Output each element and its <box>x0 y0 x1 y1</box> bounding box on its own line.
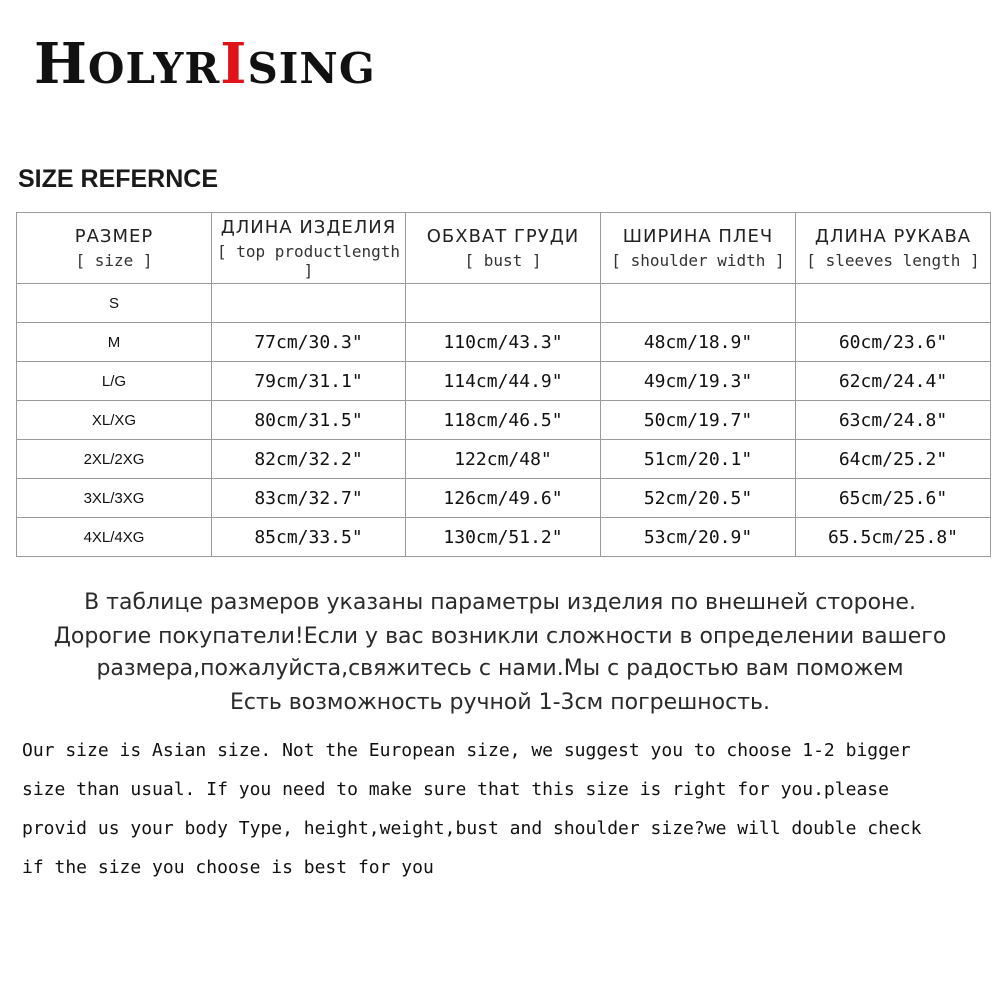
bust-cell: 110cm/43.3" <box>406 323 601 362</box>
shoulder-cell: 52cm/20.5" <box>601 479 796 518</box>
size-reference-title: SIZE REFERNCE <box>18 165 219 193</box>
table-row <box>17 323 991 362</box>
size-label-cell: 3XL/3XG <box>17 479 212 518</box>
russian-note-line: В таблице размеров указаны параметры изделия по внешней стороне. <box>84 590 916 615</box>
bust-cell: 122cm/48" <box>406 440 601 479</box>
header-shoulder: ШИРИНА ПЛЕЧ [ shoulder width ] <box>601 213 796 284</box>
length-cell: 83cm/32.7" <box>212 479 406 518</box>
bust-cell: 126cm/49.6" <box>406 479 601 518</box>
table-header-row <box>17 213 991 284</box>
size-label-cell: 2XL/2XG <box>17 440 212 479</box>
size-label-cell: L/G <box>17 362 212 401</box>
size-label-cell: XL/XG <box>17 401 212 440</box>
shoulder-cell: 53cm/20.9" <box>601 518 796 557</box>
sleeve-cell <box>796 284 991 323</box>
size-label-cell: M <box>17 323 212 362</box>
header-sleeve: ДЛИНА РУКАВА [ sleeves length ] <box>796 213 991 284</box>
length-cell: 85cm/33.5" <box>212 518 406 557</box>
bust-cell: 114cm/44.9" <box>406 362 601 401</box>
size-label-cell: S <box>17 284 212 323</box>
header-bust: ОБХВАТ ГРУДИ [ bust ] <box>406 213 601 284</box>
sleeve-cell: 65cm/25.6" <box>796 479 991 518</box>
table-row <box>17 518 991 557</box>
length-cell: 79cm/31.1" <box>212 362 406 401</box>
header-size: РАЗМЕР [ size ] <box>17 213 212 284</box>
logo-part: OLYR <box>87 44 221 93</box>
sleeve-cell: 60cm/23.6" <box>796 323 991 362</box>
sleeve-cell: 62cm/24.4" <box>796 362 991 401</box>
logo-part-accent: I <box>220 31 248 97</box>
table-row <box>17 440 991 479</box>
bust-cell: 130cm/51.2" <box>406 518 601 557</box>
table-row <box>17 362 991 401</box>
sleeve-cell: 63cm/24.8" <box>796 401 991 440</box>
shoulder-cell: 51cm/20.1" <box>601 440 796 479</box>
table-row <box>17 284 991 323</box>
sleeve-cell: 64cm/25.2" <box>796 440 991 479</box>
length-cell: 80cm/31.5" <box>212 401 406 440</box>
shoulder-cell: 48cm/18.9" <box>601 323 796 362</box>
logo-part: H <box>34 31 88 97</box>
bust-cell: 118cm/46.5" <box>406 401 601 440</box>
english-note-line: size than usual. If you need to make sure that this size is right for you.please <box>22 779 889 800</box>
english-note-line: Our size is Asian size. Not the European size, we suggest you to choose 1-2 bigger <box>22 740 911 761</box>
length-cell: 82cm/32.2" <box>212 440 406 479</box>
english-note-line: if the size you choose is best for you <box>22 857 434 878</box>
russian-note-line: Дорогие покупатели!Если у вас возникли сложности в определении вашего <box>53 624 947 649</box>
shoulder-cell: 50cm/19.7" <box>601 401 796 440</box>
length-cell: 77cm/30.3" <box>212 323 406 362</box>
brand-logo <box>34 31 376 97</box>
russian-note-line: размера,пожалуйста,свяжитесь с нами.Мы с радостью вам поможем <box>96 656 904 681</box>
sleeve-cell: 65.5cm/25.8" <box>796 518 991 557</box>
length-cell <box>212 284 406 323</box>
size-label-cell: 4XL/4XG <box>17 518 212 557</box>
table-row <box>17 479 991 518</box>
bust-cell <box>406 284 601 323</box>
size-table <box>16 212 991 557</box>
header-length: ДЛИНА ИЗДЕЛИЯ [ top productlength ] <box>212 213 406 284</box>
shoulder-cell <box>601 284 796 323</box>
russian-note-line: Есть возможность ручной 1-3см погрешность. <box>230 690 770 715</box>
shoulder-cell: 49cm/19.3" <box>601 362 796 401</box>
table-row <box>17 401 991 440</box>
logo-part: SING <box>247 44 376 93</box>
english-note-line: provid us your body Type, height,weight,bust and shoulder size?we will double check <box>22 818 922 839</box>
